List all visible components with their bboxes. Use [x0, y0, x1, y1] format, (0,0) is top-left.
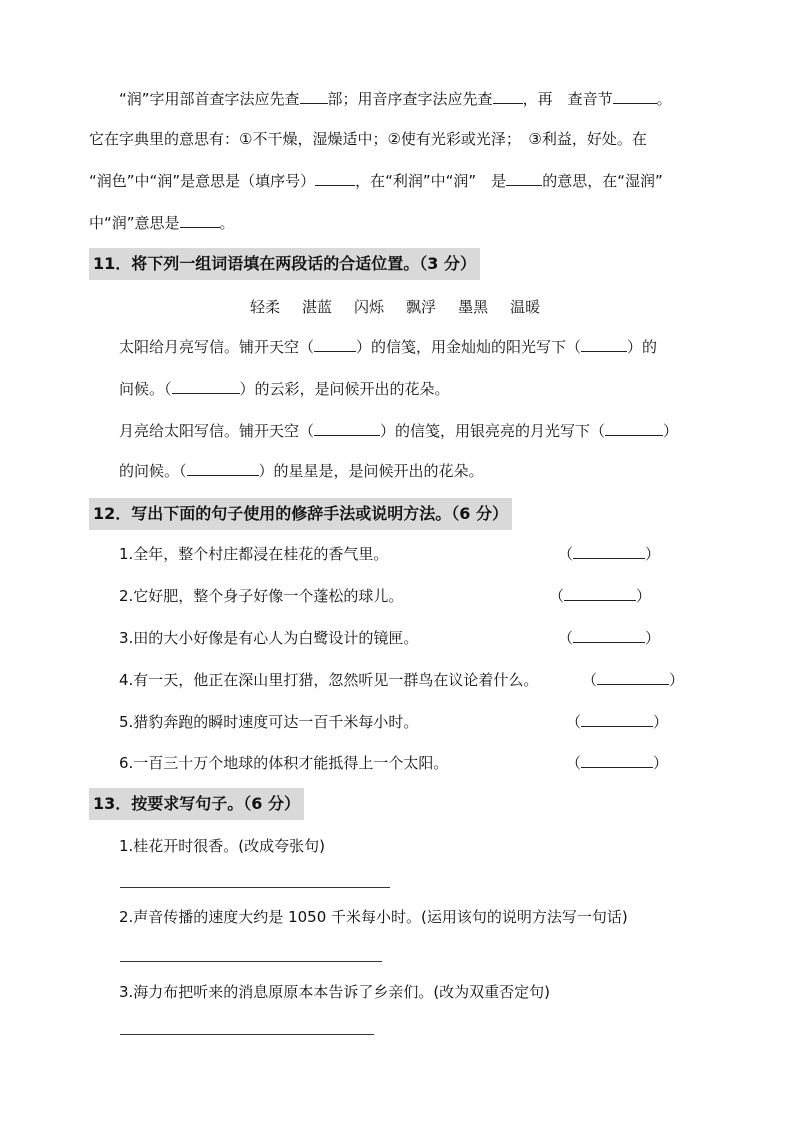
- q13-heading: 13．按要求写句子。（6 分）: [89, 788, 304, 820]
- q12-heading: 12．写出下面的句子使用的修辞手法或说明方法。（6 分）: [89, 498, 512, 530]
- q11-p1-line-1: 太阳给月亮写信。铺开天空（ ）的信笺，用金灿灿的阳光写下（ ）的: [119, 338, 658, 356]
- q13-answer-line-2[interactable]: [120, 961, 382, 962]
- word-bank-item: 轻柔: [250, 298, 281, 316]
- q12-item-1: 1.全年，整个村庄都浸在桂花的香气里。: [119, 545, 389, 563]
- q11-p1-line-2: 问候。（ ）的云彩，是问候开出的花朵。: [119, 380, 450, 398]
- q12-item-5: 5.猎豹奔跑的瞬时速度可达一百千米每小时。: [119, 713, 419, 731]
- q11-word-bank: [250, 296, 562, 318]
- q12-answer-4[interactable]: （ ）: [582, 671, 685, 689]
- q10-line-4: 中“润”意思是 。: [89, 214, 235, 232]
- q10-blank-syllable[interactable]: [613, 91, 657, 104]
- q12-answer-2[interactable]: （ ）: [549, 587, 652, 605]
- q13-item-2: 2.声音传播的速度大约是 1050 千米每小时。(运用该句的说明方法写一句话): [119, 908, 628, 926]
- q11-blank-2[interactable]: [581, 339, 627, 352]
- q12-item-4: 4.有一天，他正在深山里打猎，忽然听见一群鸟在议论着什么。: [119, 671, 539, 689]
- q11-p2-line-1: 月亮给太阳写信。铺开天空（ ）的信笺，用银亮亮的月光写下（ ）: [119, 422, 679, 440]
- q12-answer-1[interactable]: （ ）: [558, 545, 661, 563]
- q11-blank-1[interactable]: [314, 339, 356, 352]
- q11-heading: 11．将下列一组词语填在两段话的合适位置。（3 分）: [89, 248, 480, 280]
- q11-blank-3[interactable]: [172, 381, 240, 394]
- q10-blank-lirun[interactable]: [506, 173, 542, 186]
- q10-blank-shirun[interactable]: [180, 215, 220, 228]
- q13-item-1: 1.桂花开时很香。(改成夸张句): [119, 837, 326, 855]
- q10-line-2: 它在字典里的意思有：①不干燥，湿燥适中；②使有光彩或光泽； ③利益，好处。在: [89, 130, 647, 148]
- q13-answer-line-1[interactable]: [120, 887, 390, 888]
- q10-line-3: “润色”中“润”是意思是（填序号） ，在“利润”中“润” 是 的意思，在“湿润”: [89, 172, 663, 190]
- q11-blank-5[interactable]: [605, 423, 663, 436]
- q10-blank-radical[interactable]: [300, 91, 328, 104]
- q11-blank-4[interactable]: [314, 423, 380, 436]
- q12-item-6: 6.一百三十万个地球的体积才能抵得上一个太阳。: [119, 754, 449, 772]
- q11-blank-6[interactable]: [187, 463, 259, 476]
- q11-p2-line-2: 的问候。（ ）的星星是，是问候开出的花朵。: [119, 462, 484, 480]
- q12-item-3: 3.田的大小好像是有心人为白鹭设计的镜匣。: [119, 629, 419, 647]
- q10-line-1: “润”字用部首查字法应先查 部；用音序查字法应先查 ，再 查音节 。: [119, 90, 672, 108]
- q12-answer-3[interactable]: （ ）: [558, 629, 661, 647]
- word-bank-item: 湛蓝: [302, 298, 333, 316]
- word-bank-item: 飘浮: [406, 298, 437, 316]
- word-bank-item: 墨黑: [458, 298, 489, 316]
- q12-answer-6[interactable]: （ ）: [566, 754, 669, 772]
- q10-blank-letter[interactable]: [493, 91, 523, 104]
- q13-answer-line-3[interactable]: [120, 1034, 374, 1035]
- q10-blank-runse[interactable]: [315, 173, 355, 186]
- q12-item-2: 2.它好肥，整个身子好像一个蓬松的球儿。: [119, 587, 404, 605]
- word-bank-item: 闪烁: [354, 298, 385, 316]
- word-bank-item: 温暖: [510, 298, 541, 316]
- q13-item-3: 3.海力布把听来的消息原原本本告诉了乡亲们。(改为双重否定句): [119, 983, 551, 1001]
- q12-answer-5[interactable]: （ ）: [566, 713, 669, 731]
